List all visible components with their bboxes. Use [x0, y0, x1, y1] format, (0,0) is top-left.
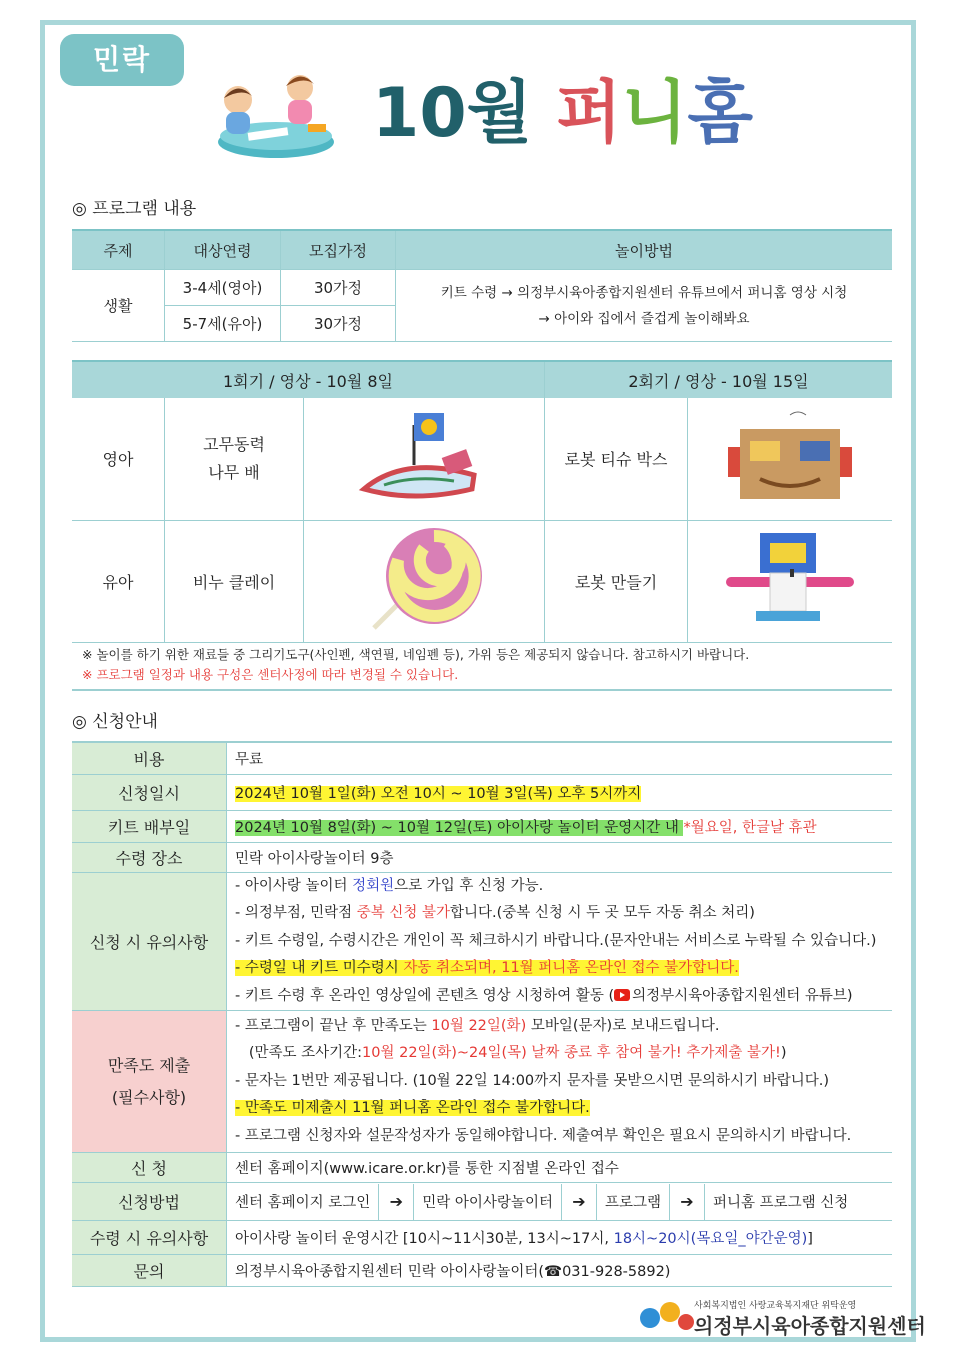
note-change: ※ 프로그램 일정과 내용 구성은 센터사정에 따라 변경될 수 있습니다.: [82, 667, 459, 682]
header-families: 모집가정: [281, 230, 396, 270]
boat-image: [304, 398, 545, 520]
apply-info-table: [72, 741, 892, 1287]
session2-header: 2회기 / 영상 - 10월 15일: [545, 361, 893, 398]
label-place: 수령 장소: [72, 842, 227, 872]
program-table: [72, 229, 892, 342]
group-toddler: 유아: [72, 520, 165, 642]
label-caution: 신청 시 유의사항: [72, 872, 227, 1011]
value-kit-date: 2024년 10월 8일(화) ~ 10월 12일(토) 아이사랑 놀이터 운영시간 내 *월요일, 한글날 휴관: [227, 810, 893, 842]
step-funnyhome: 퍼니홈 프로그램 신청: [712, 1195, 849, 1211]
activity-boat: 고무동력 나무 배: [165, 398, 304, 520]
header-topic: 주제: [72, 230, 165, 270]
value-caution: - 아이사랑 놀이터 정회원으로 가입 후 신청 가능. - 의정부점, 민락점 중복 신청 불가합니다.(중복 신청 시 두 곳 모두 자동 취소 처리) - 키트 수령일, 수령시간은 개인이 꼭 체크하시기 바랍니다.(문자안내는 서비스로 누락될 수 있습니다.) - 수령일 내 키트 미수령시 자동 취소되며, 11월 퍼니홈 온라인 접수 불가합니다. - 키트 수령 후 온라인 영상일에 콘텐츠 영상 시청하여 활동 ( 의정부시육아종합지원센터 유튜브): [227, 872, 893, 1011]
value-cost: 무료: [227, 742, 893, 774]
program-notes: [72, 645, 892, 691]
age-cell: 5-7세(유아): [165, 306, 281, 342]
robot-box-icon: [720, 407, 860, 507]
lollipop-image: [304, 520, 545, 642]
activity-soap-clay: 비누 클레이: [165, 520, 304, 642]
section-heading-program: ◎ 프로그램 내용: [72, 199, 197, 219]
step-program: 프로그램: [597, 1184, 670, 1220]
label-survey: 만족도 제출 (필수사항): [72, 1011, 227, 1153]
lollipop-icon: [354, 524, 494, 634]
topic-cell: 생활: [72, 270, 165, 342]
value-place: 민락 아이사랑놀이터 9층: [227, 842, 893, 872]
page-title: 10월 퍼니홈: [372, 74, 754, 153]
label-pickup: 수령 시 유의사항: [72, 1221, 227, 1255]
arrow-icon: ➔: [379, 1184, 414, 1220]
label-apply-date: 신청일시: [72, 774, 227, 810]
step-login: 센터 홈페이지 로그인: [227, 1184, 379, 1220]
boat-icon: [354, 405, 494, 509]
families-cell: 30가정: [281, 306, 396, 342]
label-apply: 신 청: [72, 1153, 227, 1183]
activity-robot: 로봇 만들기: [545, 520, 688, 642]
robot-image: [688, 520, 893, 642]
kids-illustration: [208, 64, 338, 164]
sessions-table: [72, 360, 892, 643]
youtube-icon: [614, 989, 630, 1001]
value-method: [227, 1183, 893, 1221]
value-contact: 의정부시육아종합지원센터 민락 아이사랑놀이터(☎031-928-5892): [227, 1255, 893, 1287]
header-age: 대상연령: [165, 230, 281, 270]
section-heading-apply: ◎ 신청안내: [72, 712, 158, 732]
header-method: 놀이방법: [396, 230, 893, 270]
label-contact: 문의: [72, 1255, 227, 1287]
value-apply-date: 2024년 10월 1일(화) 오전 10시 ~ 10월 3일(목) 오후 5시까지: [227, 774, 893, 810]
families-cell: 30가정: [281, 270, 396, 306]
value-apply: 센터 홈페이지(www.icare.or.kr)를 통한 지점별 온라인 접수: [227, 1153, 893, 1183]
age-cell: 3-4세(영아): [165, 270, 281, 306]
branch-badge: 민락: [60, 34, 184, 86]
value-pickup: 아이사랑 놀이터 운영시간 [10시~11시30분, 13시~17시, 18시~20시(목요일_야간운영)]: [227, 1221, 893, 1255]
value-survey: - 프로그램이 끝난 후 만족도는 10월 22일(화) 모바일(문자)로 보내드립니다. (만족도 조사기간:10월 22일(화)~24일(목) 날짜 종료 후 참여 불가! 추가제출 불가!) - 문자는 1번만 제공됩니다. (10월 22일 14:00까지 문자를 못받으시면 문의하시기 바랍니다.) - 만족도 미제출시 11월 퍼니홈 온라인 접수 불가합니다. - 프로그램 신청자와 설문작성자가 동일해야합니다. 제출여부 확인은 필요시 문의하시기 바랍니다.: [227, 1011, 893, 1153]
footer-operator: 사회복지법인 사랑교육복지재단 위탁운영: [694, 1301, 857, 1311]
footer-center-name: 의정부시육아종합지원센터: [694, 1314, 926, 1338]
tissue-box-image: [688, 398, 893, 520]
method-cell: 키트 수령 → 의정부시육아종합지원센터 유튜브에서 퍼니홈 영상 시청 → 아이와 집에서 즐겁게 놀이해봐요: [396, 270, 893, 342]
arrow-icon: ➔: [670, 1184, 705, 1220]
step-branch: 민락 아이사랑놀이터: [414, 1184, 562, 1220]
label-kit-date: 키트 배부일: [72, 810, 227, 842]
group-infant: 영아: [72, 398, 165, 520]
robot-icon: [720, 529, 860, 629]
session1-header: 1회기 / 영상 - 10월 8일: [72, 361, 545, 398]
note-materials: ※ 놀이를 하기 위한 재료들 중 그리기도구(사인펜, 색연필, 네임펜 등), 가위 등은 제공되지 않습니다. 참고하시기 바랍니다.: [82, 647, 750, 662]
activity-tissue-box: 로봇 티슈 박스: [545, 398, 688, 520]
label-cost: 비용: [72, 742, 227, 774]
arrow-icon: ➔: [562, 1184, 597, 1220]
label-method: 신청방법: [72, 1183, 227, 1221]
